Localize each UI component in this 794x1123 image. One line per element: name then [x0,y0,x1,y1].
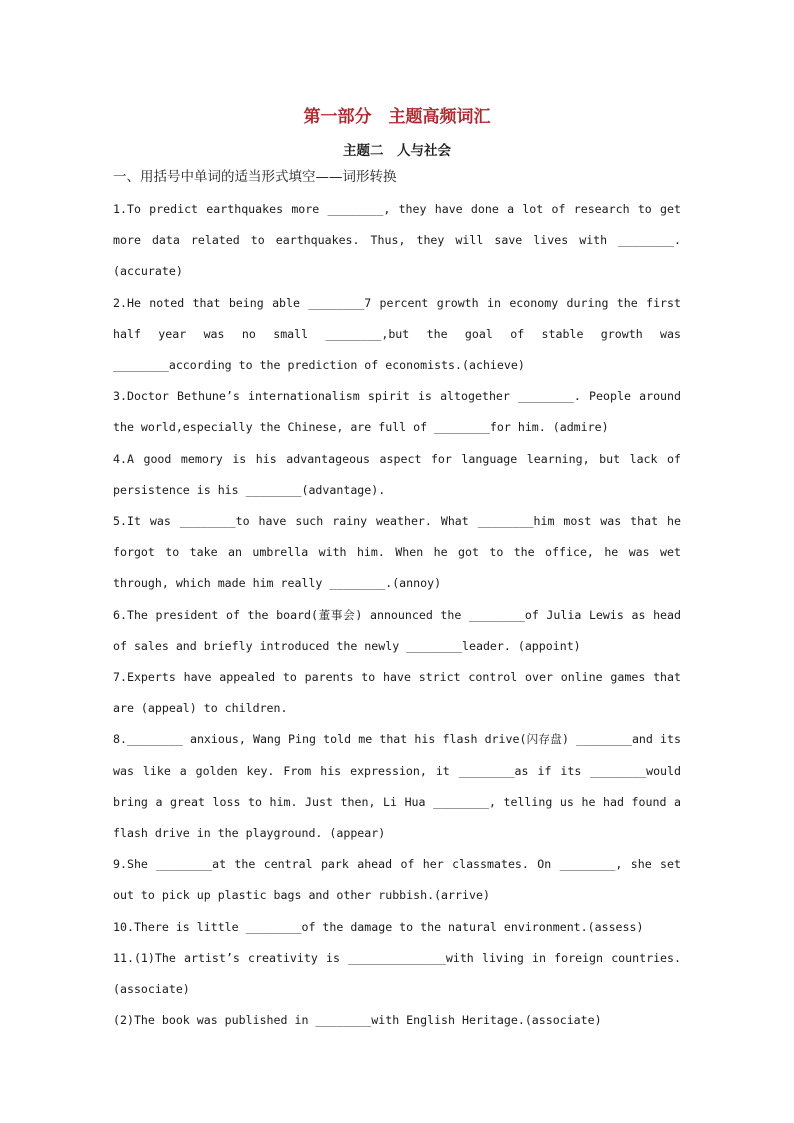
document-title: 第一部分 主题高频词汇 [303,107,491,127]
question-list [113,194,681,1036]
document-subtitle: 主题二 人与社会 [343,143,451,159]
document-page [113,100,681,1036]
question-4: 4.A good memory is his advantageous aspect for language learning, but lack of persistence is his ________(advantage). [113,451,681,497]
question-9: 9.She ________at the central park ahead of her classmates. On ________, she set out to pick up plastic bags and other rubbish.(arrive) [113,857,681,903]
question-2: 2.He noted that being able ________7 percent growth in economy during the first half year was no small ________,but the goal of stable growth was ________according to the prediction of economists.(achieve) [113,295,681,373]
question-11-part-1: 11.(1)The artist’s creativity is ______________with living in foreign countries.(associate) [113,950,681,997]
question-5: 5.It was ________to have such rainy weather. What ________him most was that he forgot to take an umbrella with him. When he got to the office, he was wet through, which made him really ________.(annoy) [113,514,681,591]
question-3: 3.Doctor Bethune’s internationalism spirit is altogether ________. People around the world,especially the Chinese, are full of ________for him. (admire) [113,389,681,435]
section-heading: 一、用括号中单词的适当形式填空——词形转换 [113,169,397,185]
question-10: 10.There is little ________of the damage to the natural environment.(assess) [113,919,644,934]
question-7: 7.Experts have appealed to parents to have strict control over online games that are (appeal) to children. [113,670,681,716]
question-8: 8.________ anxious, Wang Ping told me that his flash drive(闪存盘) ________and its was like a golden key. From his expression, it ________as if its ________would bring a great loss to him. Just then, Li Hua ________, telling us he had found a flash drive in the playground. (appear) [113,732,681,841]
question-1: 1.To predict earthquakes more ________, they have done a lot of research to get more data related to earthquakes. Thus, they will save lives with ________. (accurate) [113,202,681,279]
question-11-part-2: (2)The book was published in ________with English Heritage.(associate) [113,1013,602,1028]
question-6: 6.The president of the board(董事会) announced the ________of Julia Lewis as head of sales and briefly introduced the newly ________leader. (appoint) [113,607,681,653]
